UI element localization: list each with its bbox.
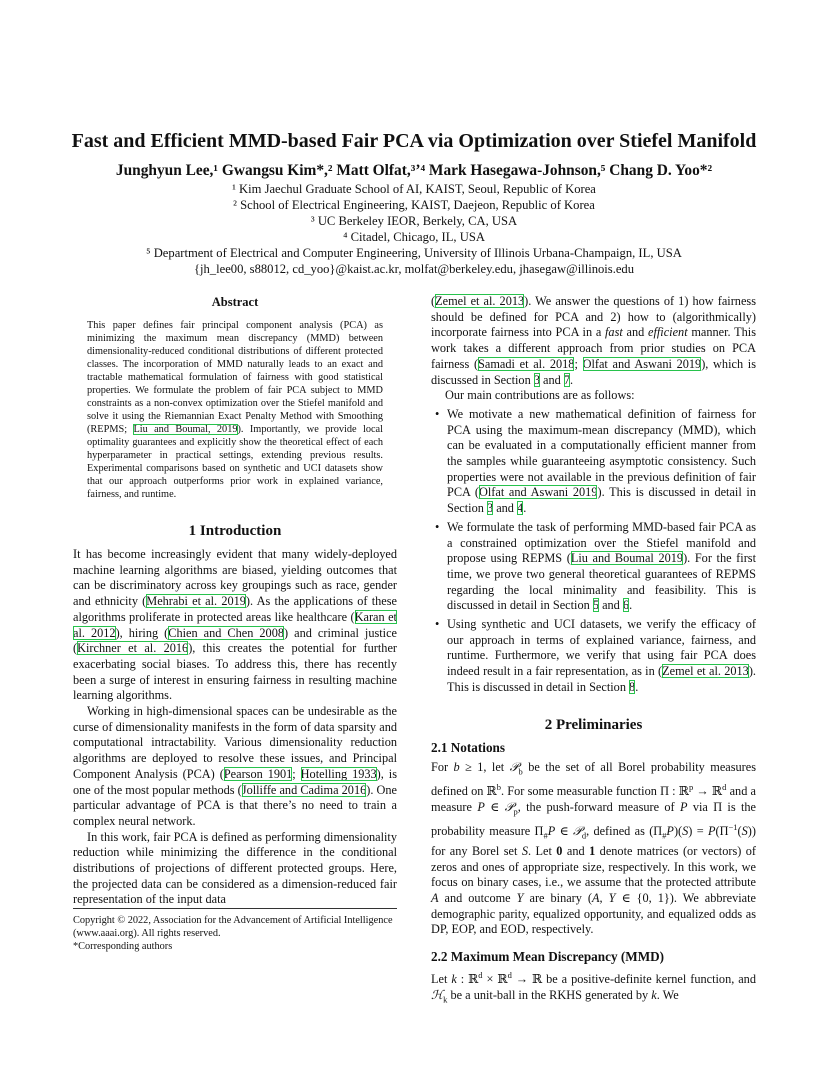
mmd-paragraph: Let k : ℝ$^d$ × ℝ$^d$ → ℝ be a positive-definite kernel function, and ℋ$_k$ be a unit-ball in the RKHS generated by k. We xyxy=(431,970,756,1005)
citation-link[interactable]: 6 xyxy=(622,598,630,613)
corresponding-authors-note: *Corresponding authors xyxy=(73,941,173,952)
affiliation-1: ¹ Kim Jaechul Graduate School of AI, KAIST, Seoul, Republic of Korea xyxy=(232,182,596,196)
math-subscript: # xyxy=(543,830,548,841)
intro-paragraph-4: Our main contributions are as follows: xyxy=(445,388,635,403)
math-superscript: d xyxy=(478,970,483,981)
citation-link[interactable]: 8 xyxy=(629,679,636,694)
citation-link[interactable]: Jolliffe and Cadima 2016 xyxy=(241,782,367,797)
citation-link[interactable]: 3 xyxy=(533,372,540,387)
notations-paragraph: For b ≥ 1, let 𝒫$_b$ be the set of all Borel probability measures defined on ℝ$^b$. For some measurable function Π : ℝ$^p$ → ℝ$^d$ and a measure P ∈ 𝒫$_p$, the push-forward measure of P via Π is the probability measure $\Pi_{\#}P$ ∈ 𝒫$_d$, defined as $(\Pi_{\#}P)(S) = P(\Pi^{-1}(S))$ for any Borel set S. Let 0 and 1 denote matrices (or vectors) of zeros and ones of appropriate size, respectively. In this work, we focus on binary cases, i.e., we assume that the protected attribute A and outcome Y are binary (A, Y ∈ {0, 1}). We abbreviate demographic parity, equalized opportunity, and equalized odds as DP, EOP, and EOD, respectively. xyxy=(431,759,757,937)
bullet-icon: • xyxy=(435,617,440,632)
copyright-notice: Copyright © 2022, Association for the Advancement of Artificial Intelligence (www.aaai.org). All rights reserved. xyxy=(73,915,393,939)
math-symbol: k xyxy=(451,972,457,987)
math-symbol: 𝒫 xyxy=(572,823,582,838)
math-subscript: k xyxy=(443,994,448,1005)
citation-link[interactable]: Zemel et al. 2013 xyxy=(662,664,749,679)
list-item xyxy=(431,407,756,517)
list-item xyxy=(431,617,756,696)
citation-link[interactable]: 5 xyxy=(592,598,599,613)
math-symbol: fast xyxy=(605,325,623,340)
math-symbol: b xyxy=(453,759,460,774)
math-symbol: P xyxy=(477,799,485,814)
section-heading-introduction: 1 Introduction xyxy=(188,523,282,539)
affiliation-3: ³ UC Berkeley IEOR, Berkely, CA, USA xyxy=(310,214,518,228)
math-symbol: 𝒫 xyxy=(504,799,514,814)
math-symbol: P xyxy=(547,823,556,838)
citation-link[interactable]: Hotelling 1933 xyxy=(300,766,377,781)
math-symbol: P xyxy=(707,823,716,838)
footnote-divider xyxy=(73,908,397,909)
subsection-heading-mmd: 2.2 Maximum Mean Discrepancy (MMD) xyxy=(431,949,665,965)
math-subscript: d xyxy=(581,830,587,841)
affiliation-4: ⁴ Citadel, Chicago, IL, USA xyxy=(343,230,485,244)
author-list: Junghyun Lee,¹ Gwangsu Kim*,² Matt Olfat,³ʼ⁴ Mark Hasegawa-Johnson,⁵ Chang D. Yoo*² xyxy=(115,162,713,179)
list-item-text: We formulate the task of performing MMD-based fair PCA as a constrained optimization over the Stiefel manifold and propose using REPMS (Liu and Boumal 2019). For the first time, we prove two general theoretical guarantees of REPMS regarding the local minimality and feasibility. This is discussed in detail in Section 5 and 6. xyxy=(447,519,756,613)
citation-link[interactable]: Chien and Chen 2008 xyxy=(168,625,285,640)
contributions-list xyxy=(431,407,756,696)
citation-link[interactable]: Liu and Boumal 2019 xyxy=(570,551,684,566)
citation-link[interactable]: Mehrabi et al. 2019 xyxy=(146,594,246,609)
math-symbol: Y xyxy=(516,891,524,906)
math-superscript: b xyxy=(496,781,502,792)
paper-title: Fast and Efficient MMD-based Fair PCA via Optimization over Stiefel Manifold xyxy=(71,130,757,152)
abstract-text xyxy=(87,319,383,501)
intro-paragraph-3-continued: (Zemel et al. 2013). We answer the questions of 1) how fairness should be defined for PCA and 2) how to (algorithmically) incorporate fairness into PCA in a fast and efficient manner. This work takes a different approach from prior studies on PCA fairness (Samadi et al. 2018; Olfat and Aswani 2019), which is discussed in Section 3 and 7. xyxy=(431,294,757,387)
affiliation-5: ⁵ Department of Electrical and Computer Engineering, University of Illinois Urbana-Champaign, IL, USA xyxy=(146,246,682,260)
citation-link[interactable]: 3 xyxy=(486,501,494,516)
citation-link[interactable]: Pearson 1901 xyxy=(223,766,293,781)
citation-link[interactable]: Karan et al. 2012 xyxy=(73,609,397,640)
bullet-icon: • xyxy=(435,406,440,421)
math-superscript: −1 xyxy=(728,821,738,832)
section-heading-preliminaries: 2 Preliminaries xyxy=(544,716,643,733)
list-item-text: We motivate a new mathematical definition of fairness for PCA using the maximum-mean discrepancy (MMD), which can be evaluated in a computationally efficient manner from the samples while guaranteeing asymptotic consistency. Such properties were not available in the previous definition of fair PCA (Olfat and Aswani 2019). This is discussed in detail in Section 3 and 4. xyxy=(447,406,756,516)
math-symbol: A xyxy=(431,891,439,906)
math-symbol: efficient xyxy=(648,325,688,340)
math-symbol: k xyxy=(651,987,657,1002)
math-symbol: 𝒫 xyxy=(509,759,519,774)
math-superscript: p xyxy=(688,781,694,792)
affiliation-2: ² School of Electrical Engineering, KAIST, Daejeon, Republic of Korea xyxy=(233,198,595,212)
list-item-text: Using synthetic and UCI datasets, we verify the efficacy of our approach in terms of explained variance, fairness, and runtime. Furthermore, we verify that using fair PCA does indeed result in a fair representation, as in (Zemel et al. 2013). This is discussed in detail in Section 8. xyxy=(447,617,756,694)
math-symbol: S xyxy=(682,823,689,838)
citation-link[interactable]: Kirchner et al. 2016 xyxy=(77,641,189,656)
abstract-part: ). Importantly, we provide local optimality guarantees and explicitly show the theoretical effect of each hyperparameter in practical settings, extending previous results. Experimental comparisons based on synthetic and UCI datasets show that our approach outperforms prior work in explained variance, fairness, and runtime. xyxy=(87,424,383,500)
right-column xyxy=(431,294,756,1008)
left-column xyxy=(73,294,397,908)
math-symbol: P xyxy=(666,823,674,838)
math-subscript: b xyxy=(518,766,523,777)
math-symbol: 1 xyxy=(589,843,596,858)
citation-link[interactable]: Zemel et al. 2013 xyxy=(435,294,525,308)
math-symbol: P xyxy=(679,799,688,814)
citation-link[interactable]: 7 xyxy=(563,372,571,387)
abstract-part: This paper defines fair principal component analysis (PCA) as minimizing the maximum mean discrepancy (MMD) between dimensionality-reduced conditional distributions of different protected classes. The incorporation of MMD naturally leads to an exact and tractable mathematical formulation of fairness with good statistical properties. We formulate the problem of fair PCA subject to MMD constraints as a non-convex optimization over the Stiefel manifold and solve it using the Riemannian Exact Penalty Method with Smoothing (REPMS; xyxy=(87,320,383,435)
math-symbol: ℋ xyxy=(431,987,444,1002)
citation-link[interactable]: Samadi et al. 2018 xyxy=(478,356,575,371)
citation-link[interactable]: Olfat and Aswani 2019 xyxy=(582,356,702,371)
intro-paragraph-3: In this work, fair PCA is defined as performing dimensionality reduction while minimizing the difference in the conditional distributions of projections of different protected groups. Here, the projected data can be considered as a dimension-reduced fair representation of the input data xyxy=(73,829,397,907)
intro-paragraph-1: It has become increasingly evident that many widely-deployed machine learning algorithms are biased, yielding outcomes that can be discriminatory across key groupings such as race, gender and ethnicity (Mehrabi et al. 2019). As the applications of these algorithms proliferate in protected areas like healthcare (Karan et al. 2012), hiring (Chien and Chen 2008) and criminal justice (Kirchner et al. 2016), this creates the potential for further exacerbating social biases. To address this, there has recently been a surge of interest in ensuring fairness in resulting machine learning algorithms. xyxy=(73,547,398,703)
abstract-heading: Abstract xyxy=(211,295,259,309)
bullet-icon: • xyxy=(435,519,440,534)
citation-link[interactable]: 4 xyxy=(517,501,524,516)
math-symbol: S xyxy=(521,843,528,858)
list-item xyxy=(431,520,756,614)
author-emails: {jh_lee00, s88012, cd_yoo}@kaist.ac.kr, molfat@berkeley.edu, jhasegaw@illinois.edu xyxy=(193,262,635,276)
math-superscript: d xyxy=(507,970,512,981)
math-symbol: 0 xyxy=(556,843,563,858)
subsection-heading-notations: 2.1 Notations xyxy=(431,739,505,755)
math-symbol: S xyxy=(741,823,748,838)
intro-paragraph-2: Working in high-dimensional spaces can be undesirable as the curse of dimensionality manifests in the form of data sparsity and computational intractability. Various dimensionality reduction algorithms are deployed to resolve these issues, and Principal Component Analysis (PCA) (Pearson 1901; Hotelling 1933), is one of the most popular methods (Jolliffe and Cadima 2016). One particular advantage of PCA is that there’s no need to train a complex neural network. xyxy=(73,704,397,828)
citation-link[interactable]: Olfat and Aswani 2019 xyxy=(479,485,598,500)
footnote xyxy=(73,908,397,953)
citation-link[interactable]: Liu and Boumal, 2019 xyxy=(133,424,238,435)
math-subscript: # xyxy=(662,830,667,841)
affiliations xyxy=(40,181,788,277)
math-subscript: p xyxy=(513,805,518,816)
math-symbol: A, Y xyxy=(592,891,616,906)
math-superscript: d xyxy=(722,781,727,792)
